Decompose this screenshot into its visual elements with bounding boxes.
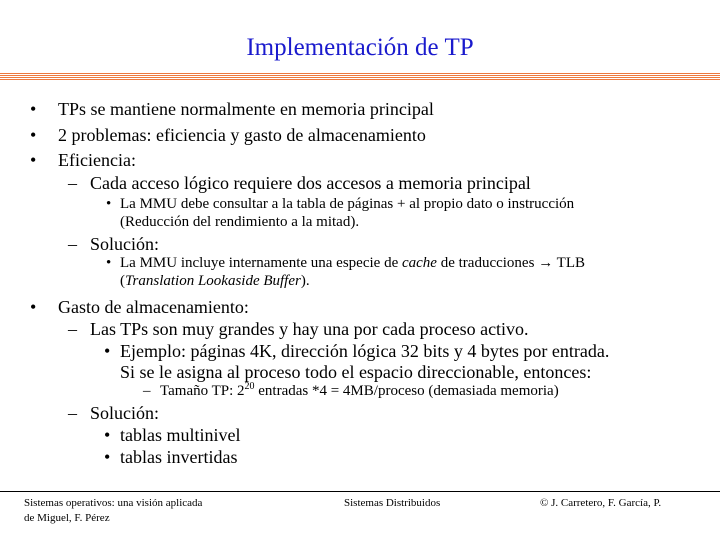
bullet-text: Gasto de almacenamiento:	[58, 297, 249, 317]
bullet-text: Ejemplo: páginas 4K, dirección lógica 32 bits y 4 bytes por entrada.	[120, 341, 610, 361]
text-run: de traducciones	[436, 255, 535, 271]
bullet-text	[120, 255, 585, 272]
bullet-dot: •	[30, 99, 37, 119]
footer-book-credit	[24, 496, 202, 526]
bullet-text: Solución:	[90, 234, 160, 254]
bullet-text: (Reducción del rendimiento a la mitad).	[120, 214, 360, 230]
bullet-text	[120, 273, 310, 290]
footer-divider	[0, 491, 720, 492]
emphasis-tlb-name: Translation Lookaside Buffer	[125, 273, 301, 289]
emphasis-cache: cache	[401, 255, 437, 271]
exponent: 20	[244, 381, 255, 392]
bullet-dot: •	[104, 425, 111, 445]
bullet-dash: –	[143, 383, 151, 399]
text-run: La MMU incluye internamente una especie de	[120, 255, 402, 271]
text-run: Tamaño TP: 2	[160, 383, 245, 399]
bullet-text: Eficiencia:	[58, 150, 136, 170]
bullet-text: Las TPs son muy grandes y hay una por cada proceso activo.	[90, 319, 529, 339]
footer-left-line1: Sistemas operativos: una visión aplicada	[24, 497, 203, 509]
title-underline	[0, 73, 720, 80]
bullet-dot: •	[106, 196, 112, 212]
arrow-icon: →	[538, 255, 554, 271]
bullet-dash: –	[68, 403, 77, 423]
text-run: (	[120, 273, 125, 289]
slide-title: Implementación de TP	[246, 34, 474, 61]
bullet-text: tablas multinivel	[120, 425, 241, 445]
bullet-text: Solución:	[90, 403, 160, 423]
bullet-text	[160, 383, 559, 400]
text-run: entradas *4 = 4MB/proceso (demasiada memoria)	[254, 383, 559, 399]
bullet-text: TPs se mantiene normalmente en memoria principal	[58, 99, 434, 119]
text-run: TLB	[556, 255, 586, 271]
text-run: ).	[300, 273, 310, 289]
bullet-dot: •	[30, 125, 37, 145]
bullet-text: Si se le asigna al proceso todo el espacio direccionable, entonces:	[120, 362, 592, 382]
bullet-dot: •	[104, 447, 111, 467]
bullet-text: tablas invertidas	[120, 447, 238, 467]
bullet-text: 2 problemas: eficiencia y gasto de almacenamiento	[58, 125, 426, 145]
footer-copyright: © J. Carretero, F. García, P.	[540, 497, 662, 509]
bullet-dot: •	[106, 255, 112, 271]
bullet-text: La MMU debe consultar a la tabla de páginas + al propio dato o instrucción	[120, 196, 575, 212]
bullet-dash: –	[68, 173, 77, 193]
footer-left-line2: de Miguel, F. Pérez	[24, 512, 110, 524]
bullet-dot: •	[30, 297, 37, 317]
bullet-text: Cada acceso lógico requiere dos accesos a memoria principal	[90, 173, 531, 193]
bullet-dash: –	[68, 319, 77, 339]
footer-course: Sistemas Distribuidos	[344, 497, 441, 509]
bullet-dash: –	[68, 234, 77, 254]
bullet-dot: •	[30, 150, 37, 170]
bullet-dot: •	[104, 341, 111, 361]
